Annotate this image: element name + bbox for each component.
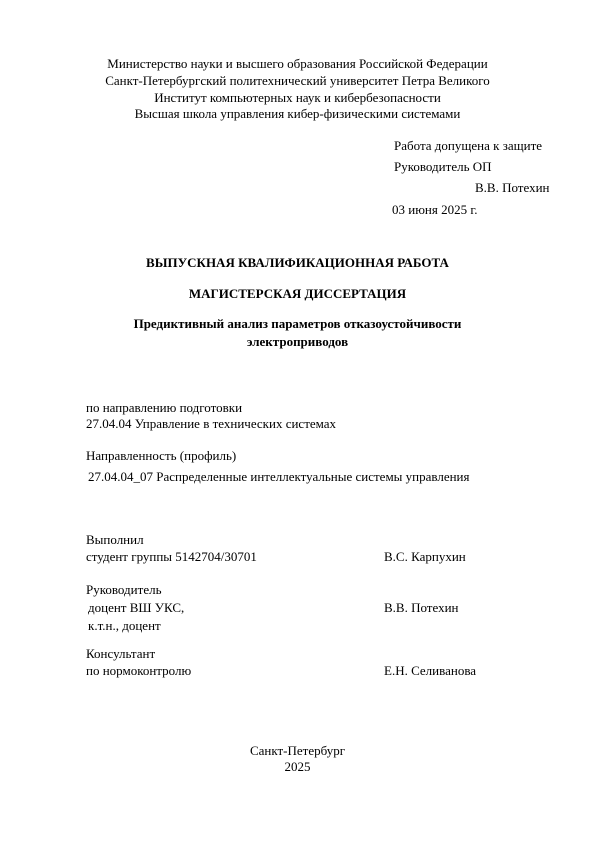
footer-year: 2025 xyxy=(284,759,311,774)
consultant-name: Е.Н. Селиванова xyxy=(384,663,477,678)
author-name: В.С. Карпухин xyxy=(384,549,466,564)
head-role: Руководитель ОП xyxy=(394,159,492,174)
consultant-label: Консультант xyxy=(86,646,156,661)
direction-value: 27.04.04 Управление в технических системах xyxy=(86,416,337,431)
admitted-text: Работа допущена к защите xyxy=(394,138,543,153)
head-name: В.В. Потехин xyxy=(475,180,550,195)
author-role: студент группы 5142704/30701 xyxy=(86,549,257,564)
ministry-line: Министерство науки и высшего образования Российской Федерации xyxy=(107,56,488,71)
consultant-role: по нормоконтролю xyxy=(86,663,192,678)
supervisor-role: доцент ВШ УКС, xyxy=(88,600,185,615)
topic-line-2: электроприводов xyxy=(246,334,349,349)
author-label: Выполнил xyxy=(86,532,144,547)
profile-label: Направленность (профиль) xyxy=(86,448,237,463)
supervisor-label: Руководитель xyxy=(86,582,162,597)
topic-line-1: Предиктивный анализ параметров отказоустойчивости xyxy=(133,316,462,331)
supervisor-degree: к.т.н., доцент xyxy=(88,618,161,633)
footer-city: Санкт-Петербург xyxy=(249,743,346,758)
profile-value: 27.04.04_07 Распределенные интеллектуальные системы управления xyxy=(88,469,470,484)
thesis-type-title: МАГИСТЕРСКАЯ ДИССЕРТАЦИЯ xyxy=(188,286,407,301)
institute-line: Институт компьютерных наук и кибербезопасности xyxy=(154,90,441,105)
direction-label: по направлению подготовки xyxy=(86,400,243,415)
approval-date: 03 июня 2025 г. xyxy=(392,202,478,217)
work-type-title: ВЫПУСКНАЯ КВАЛИФИКАЦИОННАЯ РАБОТА xyxy=(146,255,449,270)
university-line: Санкт-Петербургский политехнический университет Петра Великого xyxy=(105,73,490,88)
school-line: Высшая школа управления кибер-физическими системами xyxy=(134,106,461,121)
supervisor-name: В.В. Потехин xyxy=(384,600,459,615)
